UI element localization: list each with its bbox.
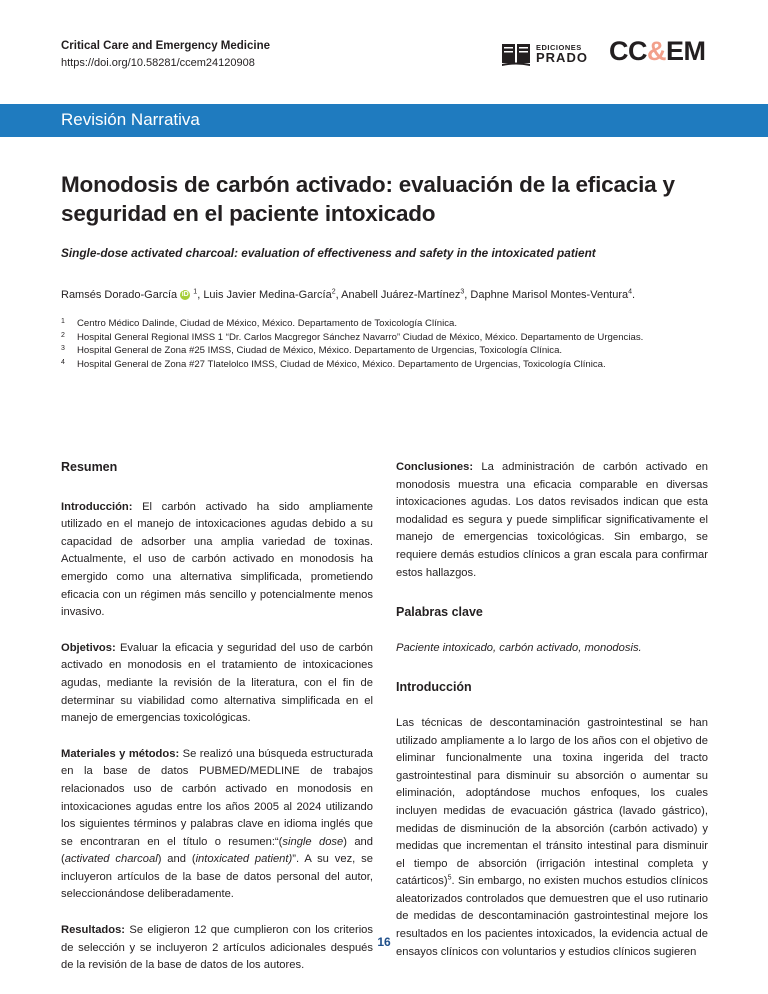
citation-ref: 5 bbox=[447, 874, 452, 882]
section-type-label: Revisión Narrativa bbox=[61, 110, 200, 129]
logo-prado-line2: PRADO bbox=[536, 50, 588, 66]
author-list: Ramsés Dorado-García iD $^1$, Luis Javier Medina-García$^2$, Anabell Juárez-Martínez$^3$, Daphne Marisol Montes-Ventura$^4$. bbox=[61, 288, 636, 301]
affiliation-item bbox=[61, 344, 721, 358]
ediciones-prado-logo bbox=[501, 39, 588, 69]
abstract-introduction bbox=[61, 499, 373, 622]
abstract-conclusions bbox=[396, 459, 708, 582]
affiliation-number: 4 bbox=[61, 358, 65, 366]
methods-term: activated charcoal bbox=[64, 853, 158, 866]
affiliation-number: 3 bbox=[61, 345, 65, 352]
page-number: 16 bbox=[377, 935, 391, 949]
objectives-label: Objetivos: bbox=[61, 641, 116, 654]
article-subtitle: Single-dose activated charcoal: evaluation of effectiveness and safety in the intoxicated patient bbox=[61, 246, 596, 260]
methods-label: Materiales y métodos: bbox=[61, 747, 180, 760]
affiliation-item bbox=[61, 317, 721, 331]
keywords-heading: Palabras clave bbox=[396, 605, 483, 620]
affiliation-number: 1 bbox=[61, 318, 65, 325]
affiliation-item bbox=[61, 358, 721, 372]
abstract-objectives bbox=[61, 640, 373, 728]
logo-ccem-em: EM bbox=[666, 36, 706, 66]
methods-text: Se realizó una búsqueda estructurada en la base de datos PUBMED/MEDLINE de trabajos relacionados uso de carbón activado en monodosis en intoxicaciones agudas entre los años 2005 al 2024 utilizando los siguientes términos y palabras clave en idioma inglés que se encontraran en el título o resumen:“( bbox=[61, 747, 373, 848]
keywords-list: Paciente intoxicado, carbón activado, monodosis. bbox=[396, 641, 642, 654]
logo-prado-line1: EDICIONES bbox=[536, 42, 582, 52]
introduction-body bbox=[396, 715, 708, 961]
author-name: Daphne Marisol Montes-Ventura bbox=[470, 289, 629, 301]
methods-text: ) and ( bbox=[157, 853, 196, 866]
left-column bbox=[61, 459, 373, 975]
logo-ccem-cc: CC bbox=[609, 36, 647, 66]
methods-term: single dose bbox=[282, 835, 344, 848]
orcid-icon[interactable]: iD bbox=[181, 291, 189, 299]
results-text: Se eligieron 12 que cumplieron con los criterios de selección y se incluyeron 2 artículos adicionales después de la revisión de la base de datos de los autores. bbox=[61, 924, 373, 972]
author-name: Luis Javier Medina-García bbox=[203, 289, 332, 301]
author-name: Ramsés Dorado-García bbox=[61, 289, 178, 301]
affiliation-list bbox=[61, 317, 721, 371]
author-affil-ref: 1 bbox=[193, 288, 198, 296]
intro-label: Introducción: bbox=[61, 500, 133, 513]
doi-link[interactable]: https://doi.org/10.58281/ccem24120908 bbox=[61, 57, 255, 69]
methods-text: ”. A su vez, se incluyeron artículos de la base de datos personal del autor, seleccionándose deliberadamente. bbox=[61, 853, 373, 901]
conclusions-text: La administración de carbón activado en monodosis muestra una eficacia comparable en diversas intoxicaciones agudas. Los datos revisados indican que esta modalidad es segura y puede simplificar significativamente el manejo de emergencias toxicológicas. Sin embargo, se requiere demás estudios clínicos a gran escala para confirmar estos hallazgos. bbox=[396, 461, 708, 579]
article-title: Monodosis de carbón activado: evaluación de la eficacia y seguridad en el paciente intoxicado bbox=[61, 172, 675, 226]
affiliation-text: Hospital General Regional IMSS 1 “Dr. Carlos Macgregor Sánchez Navarro” Ciudad de México, México. Departamento de Urgencias. bbox=[77, 331, 644, 343]
introduction-heading: Introducción bbox=[396, 680, 472, 695]
affiliation-text: Hospital General de Zona #25 IMSS, Ciudad de México, México. Departamento de Urgencias, Toxicología Clínica. bbox=[77, 345, 563, 356]
author-name: Anabell Juárez-Martínez bbox=[341, 289, 461, 301]
introduction-text: Las técnicas de descontaminación gastrointestinal se han utilizado ampliamente a lo largo de los años con el objetivo de eliminar funcionalmente una toxina ingerida del tracto gastrointestinal para disminuir su absorción o aumentar su eliminación, adoptándose muchos enfoques, los cuales incluyen medidas de evacuación gástrica (lavado gástrico), medidas de disminución de la absorción (carbón activado) y medidas que incrementan el tránsito intestinal para disminuir el tiempo de absorción (irrigación intestinal completa y catárticos) bbox=[396, 716, 708, 888]
affiliation-item bbox=[61, 331, 721, 345]
logo-ccem-amp: & bbox=[647, 36, 666, 66]
ccem-logo bbox=[609, 36, 706, 67]
affiliation-text: Centro Médico Dalinde, Ciudad de México, México. Departamento de Toxicología Clínica. bbox=[77, 318, 458, 329]
keywords-text bbox=[396, 640, 708, 658]
author-affil-ref: 2 bbox=[331, 288, 336, 296]
abstract-heading: Resumen bbox=[61, 460, 118, 474]
results-label: Resultados: bbox=[61, 924, 126, 937]
affiliation-text: Hospital General de Zona #27 Tlatelolco IMSS, Ciudad de México, México. Departamento de Urgencias, Toxicología Clínica. bbox=[77, 358, 606, 370]
abstract-methods bbox=[61, 746, 373, 904]
objectives-text: Evaluar la eficacia y seguridad del uso de carbón activado en monodosis en el tratamiento de intoxicaciones agudas, mediante la revisión de la literatura, con el fin de determinar su viabilidad como alternativa simplificada en el manejo de emergencias toxicológicas. bbox=[61, 641, 373, 725]
intro-text: El carbón activado ha sido ampliamente utilizado en el manejo de intoxicaciones agudas debido a su capacidad de adsorber una amplia variedad de toxinas. Actualmente, el uso de carbón activado en monodosis ha emergido como una alternativa simplificada, prometiendo eficacia con un régimen más sencillo y potencialmente menos invasivo. bbox=[61, 500, 374, 619]
author-affil-ref: 3 bbox=[460, 288, 465, 296]
affiliation-number: 2 bbox=[61, 331, 65, 339]
conclusions-label: Conclusiones: bbox=[396, 461, 474, 473]
journal-name: Critical Care and Emergency Medicine bbox=[61, 40, 270, 52]
methods-text: ) and ( bbox=[61, 835, 373, 866]
author-affil-ref: 4 bbox=[628, 288, 633, 296]
book-icon bbox=[501, 41, 531, 67]
introduction-text: . Sin embargo, no existen muchos estudios clínicos aleatorizados controlados que demuestren que el uso rutinario de medidas de descontaminación gastrointestinal mejore los resultados en los pacientes intoxicados, la evidencia actual de ensayos clínicos con voluntarios y estudios clínicos sugieren bbox=[396, 875, 708, 958]
right-column bbox=[396, 459, 708, 961]
methods-term: intoxicated patient) bbox=[195, 853, 293, 866]
